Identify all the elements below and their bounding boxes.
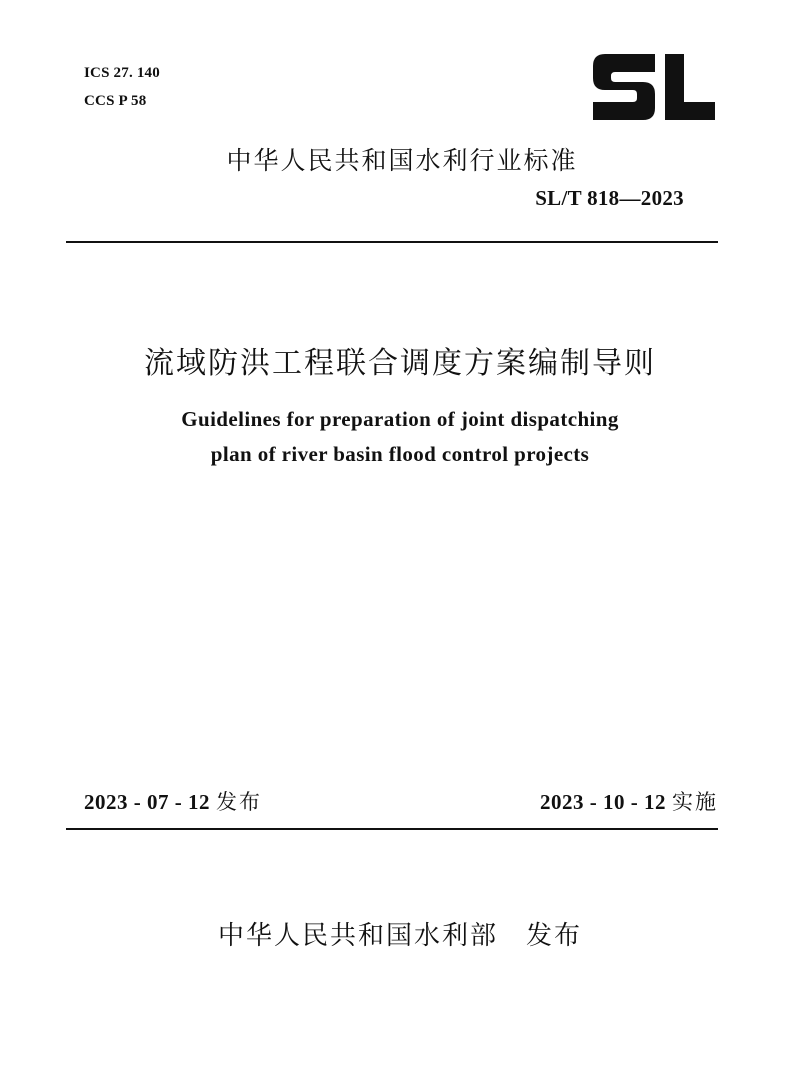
title-chinese: 流域防洪工程联合调度方案编制导则 xyxy=(144,346,656,381)
bottom-divider xyxy=(66,828,718,830)
classification-codes xyxy=(84,59,160,115)
title-english xyxy=(0,402,800,472)
implement-date-block xyxy=(540,786,718,816)
issue-date-block xyxy=(84,786,262,816)
ccs-code: CCS P 58 xyxy=(84,93,147,109)
title-english-line1: Guidelines for preparation of joint dispatching xyxy=(181,407,619,431)
sl-logo-icon xyxy=(589,48,719,126)
issue-date: 2023 - 07 - 12 xyxy=(84,790,210,814)
publisher-action: 发布 xyxy=(526,921,583,951)
top-divider xyxy=(66,241,718,243)
issue-label: 发布 xyxy=(216,790,262,814)
implement-label: 实施 xyxy=(672,790,718,814)
ics-code: ICS 27. 140 xyxy=(84,65,160,81)
publisher-name: 中华人民共和国水利部 xyxy=(217,921,498,951)
publisher xyxy=(0,915,800,952)
standard-number: SL/T 818—2023 xyxy=(535,186,684,210)
standard-category: 中华人民共和国水利行业标准 xyxy=(226,146,578,175)
implement-date: 2023 - 10 - 12 xyxy=(540,790,666,814)
title-english-line2: plan of river basin flood control projects xyxy=(210,442,590,466)
